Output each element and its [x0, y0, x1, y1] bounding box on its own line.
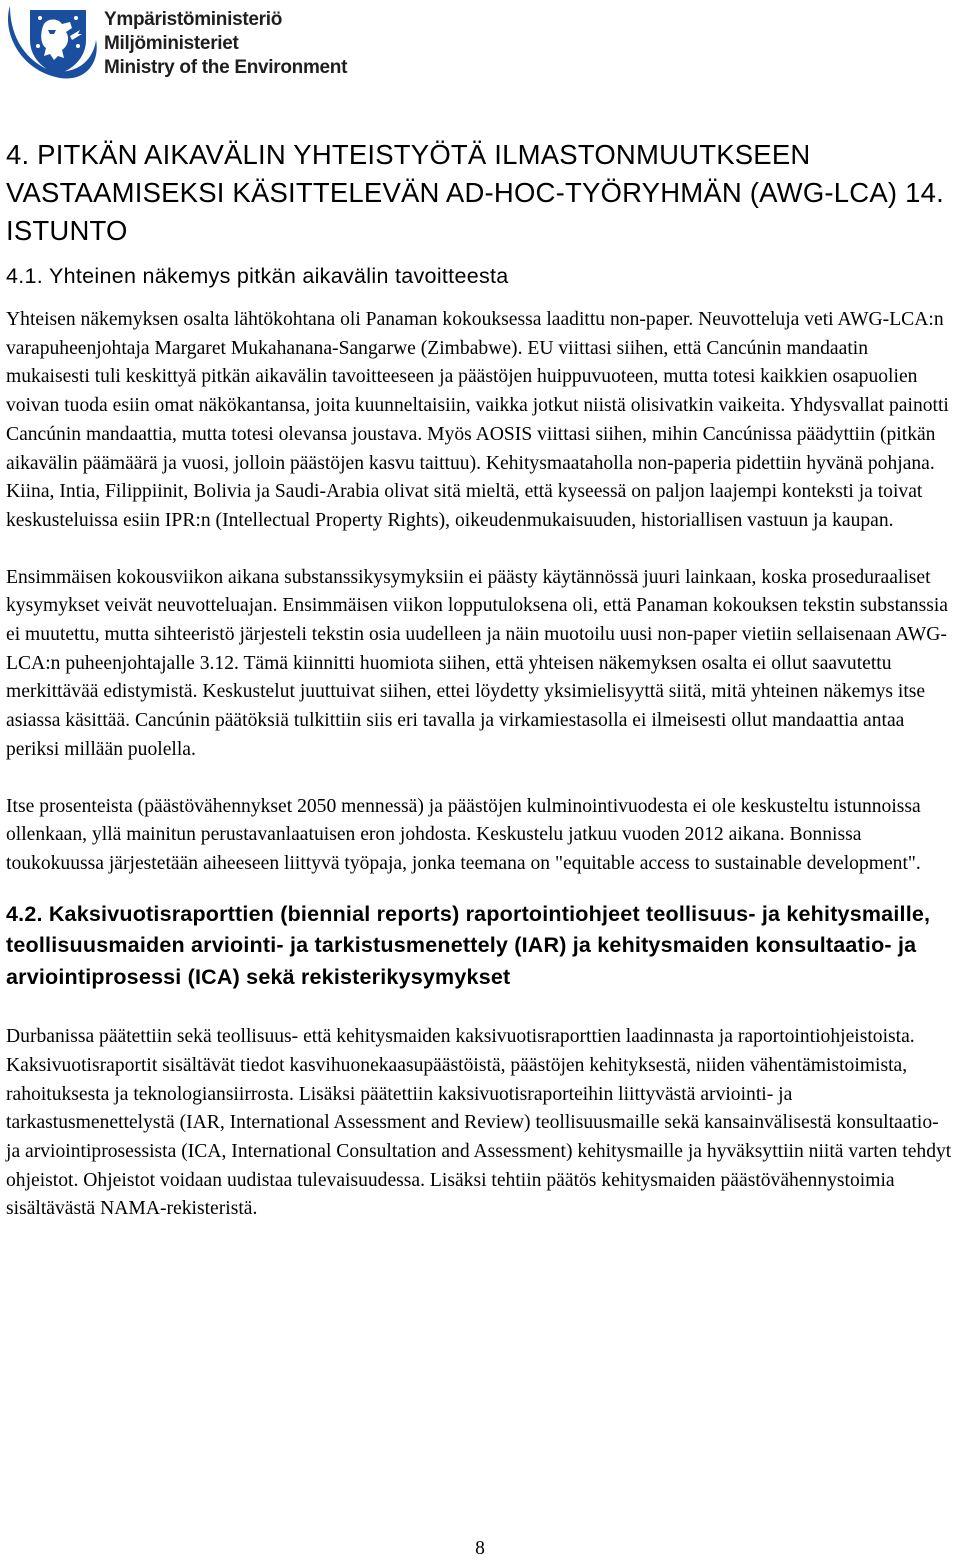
page-number: 8	[475, 1538, 485, 1559]
ministry-logo	[0, 0, 360, 82]
section-4-2-heading: 4.2. Kaksivuotisraporttien (biennial reports) raportointiohjeet teollisuus- ja kehitysmaille, teollisuusmaiden arviointi- ja tarkistusmenettely (IAR) ja kehitysmaiden konsultaatio- ja arviointiprosessi (ICA) sekä rekisterikysymykset	[6, 901, 931, 989]
document-body	[6, 136, 954, 1224]
section-4-1-paragraph-1: Yhteisen näkemyksen osalta lähtökohtana oli Panaman kokouksessa laadittu non-paper. Neuvotteluja veti AWG-LCA:n varapuheenjohtaja Margaret Mukahanana-Sangarwe (Zimbabwe). EU viittasi siihen, että Cancúnin mandaatin mukaisesti tuli keskittyä pitkän aikavälin tavoitteeseen ja päästöjen huippuvuoteen, mutta totesi kaikkien osapuolien voivan tuoda esiin omat näkökantansa, joita kuunneltaisiin, vaikka jotkut niistä olisivatkin vaikeita. Yhdysvallat painotti Cancúnin mandaattia, mutta totesi olevansa joustava. Myös AOSIS viittasi siihen, mihin Cancúnissa päädyttiin (pitkän aikavälin päämäärä ja vuosi, jolloin päästöjen kasvu taittuu). Kehitysmaataholla non-paperia pidettiin hyvänä pohjana. Kiina, Intia, Filippiinit, Bolivia ja Saudi-Arabia olivat sitä mieltä, että kyseessä on paljon laajempi konteksti ja toivat keskusteluissa esiin IPR:n (Intellectual Property Rights), oikeudenmukaisuuden, historiallisen vastuun ja kaupan.	[6, 309, 949, 531]
logo-text	[104, 8, 347, 80]
ministry-name-fi: Ympäristöministeriö	[104, 9, 283, 30]
ministry-name-sv: Miljöministeriet	[104, 33, 239, 54]
section-4-1-paragraph-2: Ensimmäisen kokousviikon aikana substanssikysymyksiin ei päästy käytännössä juuri lainkaan, koska proseduraaliset kysymykset veivät neuvotteluajan. Ensimmäisen viikon lopputuloksena oli, että Panaman kokouksen tekstin substanssia ei muutettu, mutta sihteeristö järjesteli tekstin osia uudelleen ja näin muotoilu uusi non-paper vietiin sellaisenaan AWG-LCA:n puheenjohtajalle 3.12. Tämä kiinnitti huomiota siihen, että yhteisen näkemyksen osalta ei ollut saavutettu merkittävää edistymistä. Keskustelut juuttuivat siihen, ettei löydetty yksimielisyyttä siitä, mitä yhteinen näkemys itse asiassa käsittää. Cancúnin päätöksiä tulkittiin siis eri tavalla ja virkamiestasolla ei ilmeisesti ollut mandaattia antaa periksi millään puolella.	[6, 566, 948, 760]
ministry-name-en: Ministry of the Environment	[104, 57, 348, 78]
section-4-2-paragraph-1: Durbanissa päätettiin sekä teollisuus- että kehitysmaiden kaksivuotisraporttien laadinnasta ja raportointiohjeistoista. Kaksivuotisraportit sisältävät tiedot kasvihuonekaasupäästöistä, päästöjen kehityksestä, niiden vähentämistoimista, rahoituksesta ja teknologiansiirrosta. Lisäksi päätettiin kaksivuotisraporteihin liittyvästä arviointi- ja tarkastusmenettelystä (IAR, International Assessment and Review) teollisuusmaille sekä kansainvälisestä konsultaatio- ja arviointiprosessista (ICA, International Consultation and Assessment) kehitysmaille ja hyväksyttiin niitä varten tehdyt ohjeistot. Ohjeistot voidaan uudistaa tulevaisuudessa. Lisäksi tehtiin päätös kehitysmaiden päästövähennystoimia sisältävästä NAMA-rekisteristä.	[6, 1026, 952, 1220]
finnish-lion-coat-of-arms-icon	[0, 0, 104, 82]
section-4-1-paragraph-3: Itse prosenteista (päästövähennykset 2050 mennessä) ja päästöjen kulminointivuodesta ei ole keskusteltu istunnoissa ollenkaan, yllä mainitun perustavanlaatuisen eron johdosta. Keskustelu jatkuu vuoden 2012 aikana. Bonnissa toukokuussa järjestetään aiheeseen liittyvä työpaja, jonka teemana on "equitable access to sustainable development".	[6, 795, 921, 874]
section-4-heading: 4. PITKÄN AIKAVÄLIN YHTEISTYÖTÄ ILMASTONMUUTKSEEN VASTAAMISEKSI KÄSITTELEVÄN AD-HOC-TYÖRYHMÄN (AWG-LCA) 14. ISTUNTO	[6, 139, 944, 246]
section-4-1-heading: 4.1. Yhteinen näkemys pitkän aikavälin tavoitteesta	[6, 264, 509, 288]
